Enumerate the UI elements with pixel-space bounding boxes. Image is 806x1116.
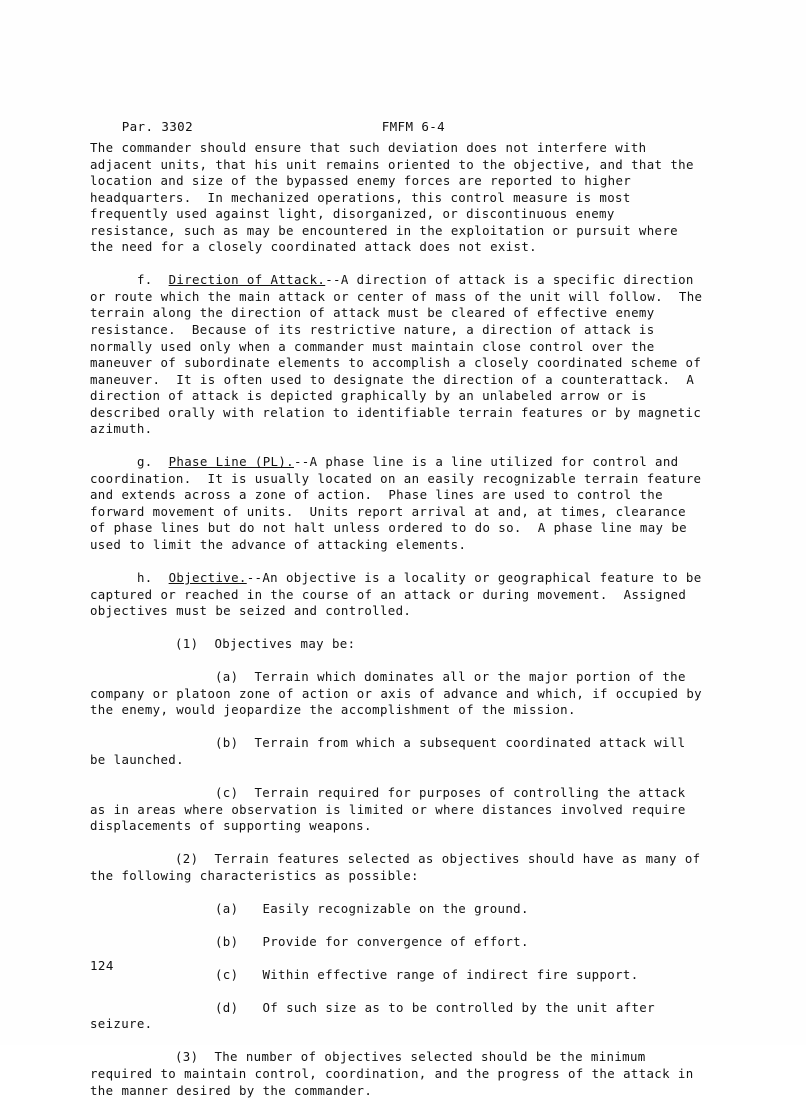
paragraph-f-text: --A direction of attack is a specific direction or route which the main attack or center of mass of the unit will follow. The terrain along the direction of attack must be cleared of effective enemy resistance. Because of its restrictive nature, a direction of attack is normally used only when a commander must maintain close control over the maneuver of subordinate elements to accomplish a closely coordinated scheme of maneuver. It is often used to designate the direction of a counterattack. A direction of attack is depicted graphically by an unlabeled arrow or is described orally with relation to identifiable terrain features or by magnetic azimuth. [90,272,711,437]
paragraph-h-2 [90,851,708,884]
paragraph-g-heading: Phase Line (PL). [168,454,294,470]
paragraph-h-1-b [90,735,708,768]
paragraph-h-2-c-text: Within effective range of indirect fire support. [262,966,639,982]
paragraph-h-2-c [90,967,708,984]
paragraph-h-2-label: (2) [175,851,199,867]
paragraph-h-1 [90,636,708,653]
paragraph-h-2-b-text: Provide for convergence of effort. [262,933,529,949]
paragraph-h-2-b [90,934,708,951]
paragraph-h-3-text: The number of objectives selected should be the minimum required to maintain control, coordination, and the progress of the attack in the manner desired by the commander. [90,1049,702,1098]
paragraph-h-2-c-label: (c) [215,966,239,982]
paragraph-h-2-b-label: (b) [215,933,239,949]
paragraph-f [90,272,711,437]
paragraph-h-1-c-label: (c) [215,785,239,800]
page-number: 124 [90,958,114,973]
paragraph-h-1-label: (1) [175,636,199,652]
paragraph-h-heading: Objective. [168,570,247,586]
document-body [90,140,711,1116]
paragraph-h [90,570,708,620]
paragraph-h-2-d [90,1000,708,1033]
paragraph-f-label: f. [137,272,153,288]
paragraph-h-1-b-label: (b) [215,735,239,751]
paragraph-h-1-text: Objectives may be: [214,636,356,652]
paragraph-h-3-label: (3) [175,1049,199,1065]
paragraph-f-heading: Direction of Attack. [168,272,326,288]
paragraph-intro: The commander should ensure that such deviation does not interfere with adjacent units, that his unit remains oriented to the objective, and that the location and size of the bypassed enemy forces are reported to higher headquarters. In mechanized operations, this control measure is most frequently used against light, disorganized, or discontinuous enemy resistance, such as may be encountered in the exploitation or pursuit where the need for a closely coordinated attack does not exist. [90,140,702,255]
paragraph-reference: Par. 3302 [121,119,194,134]
paragraph-h-text: --An objective is a locality or geographical feature to be captured or reached in the course of an attack or during movement. Assigned objectives must be seized and controlled. [90,570,710,619]
paragraph-h-1-a [90,669,708,719]
paragraph-g [90,454,708,553]
paragraph-h-3 [90,1049,708,1099]
paragraph-h-1-c [90,785,708,835]
paragraph-g-label: g. [137,454,153,470]
paragraph-h-1-a-text: Terrain which dominates all or the major portion of the company or platoon zone of action or axis of advance and which, if occupied by the enemy, would jeopardize the accomplishment of the mission. [90,669,710,718]
paragraph-h-2-d-label: (d) [215,999,239,1015]
paragraph-h-2-a [90,901,708,918]
paragraph-h-1-c-text: Terrain required for purposes of controlling the attack as in areas where observation is limited or where distances involved require displacements of supporting weapons. [90,785,694,834]
paragraph-h-1-b-text: Terrain from which a subsequent coordinated attack will be launched. [90,735,694,767]
paragraph-h-label: h. [137,570,153,586]
paragraph-h-2-a-text: Easily recognizable on the ground. [262,900,529,916]
paragraph-h-2-a-label: (a) [215,900,239,916]
paragraph-g-text: --A phase line is a line utilized for control and coordination. It is usually located on an easily recognizable terrain feature and extends across a zone of action. Phase lines are used to control the forward movement of units. Units report arrival at and, at times, clearance of phase lines but do not halt unless ordered to do so. A phase line may be used to limit the advance of attacking elements. [90,454,710,553]
paragraph-h-2-text: Terrain features selected as objectives should have as many of the following characteristics as possible: [90,851,709,883]
publication-id: FMFM 6-4 [381,119,446,134]
paragraph-h-2-d-text: Of such size as to be controlled by the unit after seizure. [90,999,663,1032]
paragraph-h-1-a-label: (a) [215,669,239,685]
